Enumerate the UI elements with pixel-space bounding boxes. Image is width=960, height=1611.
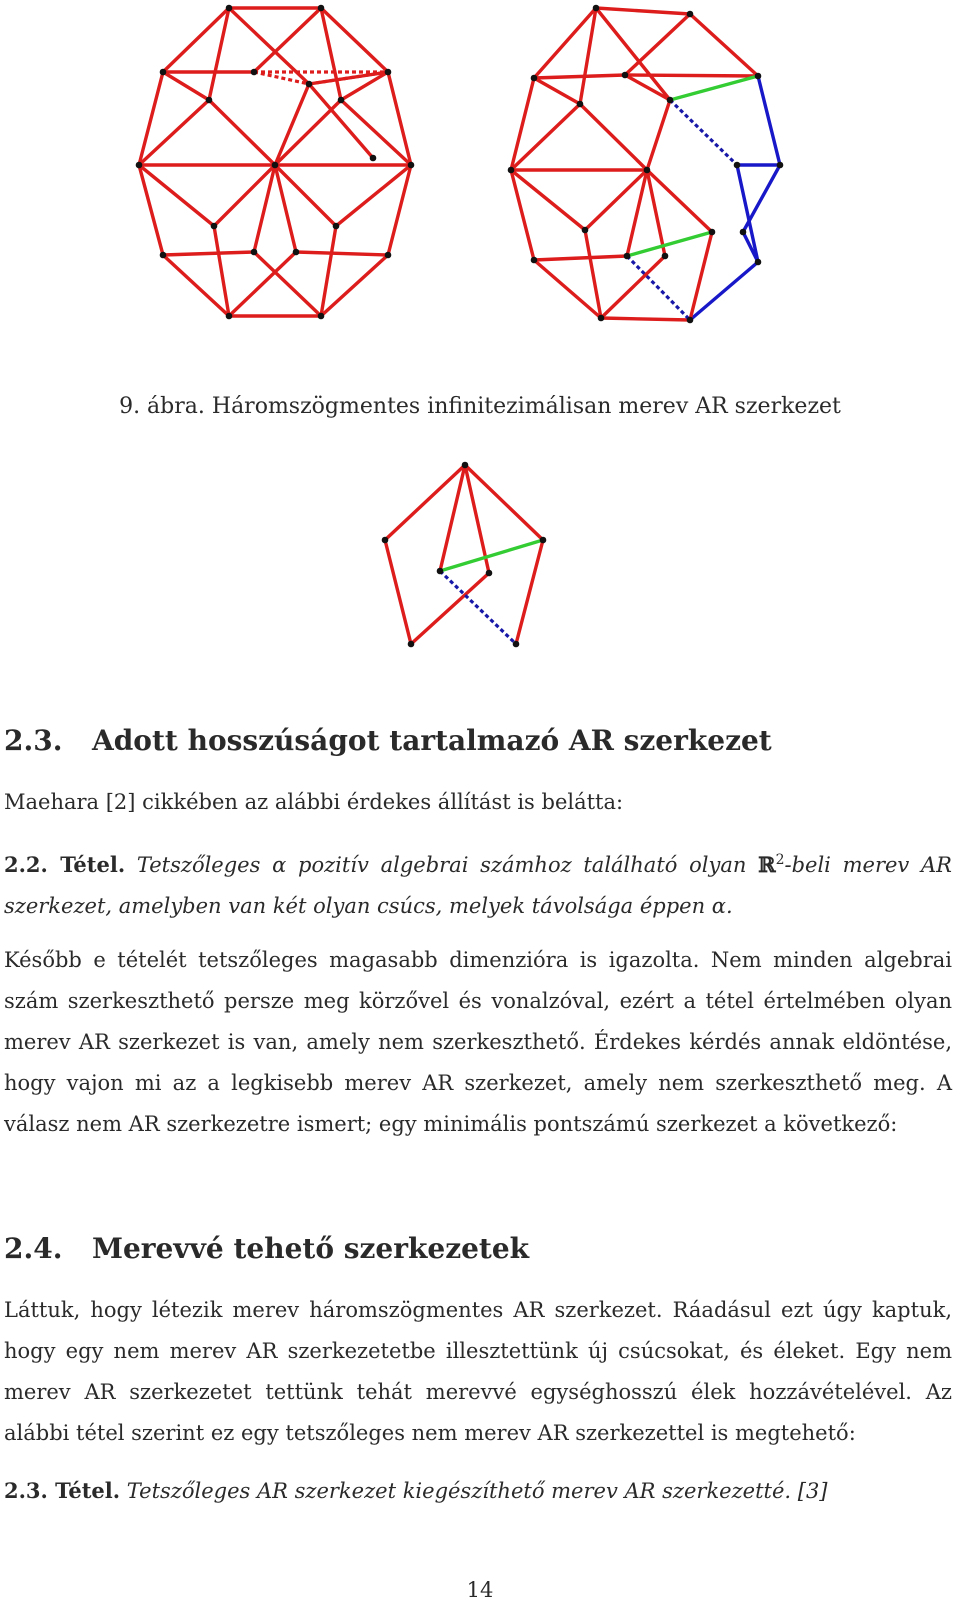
section-title: Merevvé tehető szerkezetek bbox=[92, 1232, 530, 1265]
section-heading-2-3 bbox=[4, 724, 772, 757]
structure-left-figure bbox=[130, 0, 420, 330]
figure-caption: 9. ábra. Háromszögmentes infinitezimálisan merev AR szerkezet bbox=[119, 394, 841, 419]
section-heading-2-4 bbox=[4, 1232, 529, 1265]
theorem-text-a: Tetszőleges α pozitív algebrai számhoz található olyan bbox=[136, 853, 747, 877]
body-text-2-3: Később e tételét tetszőleges magasabb dimenzióra is igazolta. Nem minden algebrai szám szerkeszthető persze meg körzővel és vonalzóval, ezért a tétel értelmében olyan merev AR szerkezet is van, amely nem szerkeszthető. Érdekes kérdés annak eldöntése, hogy vajon mi az a legkisebb merev AR szerkezet, amely nem szerkeszthető meg. A válasz nem AR szerkezetre ismert; egy minimális pontszámú szerkezet a következő: bbox=[4, 948, 952, 1136]
body-paragraph-2-4 bbox=[4, 1290, 952, 1454]
body-text-2-4: Láttuk, hogy létezik merev háromszögmentes AR szerkezet. Ráadásul ezt úgy kaptuk, hogy egy nem merev AR szerkezetetbe illesztettünk új csúcsokat, és éleket. Egy nem merev AR szerkezetet tettünk tehát merevvé egységhosszú élek hozzávételével. Az alábbi tétel szerint ez egy tetszőleges nem merev AR szerkezettel is megtehető: bbox=[4, 1298, 952, 1445]
section-title: Adott hosszúságot tartalmazó AR szerkezet bbox=[92, 724, 772, 757]
pentagon-figure bbox=[370, 450, 570, 660]
reals-symbol: ℝ bbox=[758, 852, 776, 877]
theorem-2-3 bbox=[4, 1470, 952, 1512]
theorem-2-2 bbox=[4, 840, 952, 927]
section-number: 2.3. bbox=[4, 724, 63, 757]
theorem-label: 2.3. Tétel. bbox=[4, 1478, 121, 1503]
intro-paragraph bbox=[4, 782, 952, 823]
body-paragraph-2-3 bbox=[4, 940, 952, 1145]
page-number: 14 bbox=[466, 1578, 494, 1602]
theorem-text: Tetszőleges AR szerkezet kiegészíthető merev AR szerkezetté. [3] bbox=[126, 1479, 828, 1503]
theorem-label: 2.2. Tétel. bbox=[4, 852, 126, 877]
structure-right-figure bbox=[505, 0, 795, 330]
intro-text: Maehara [2] cikkében az alábbi érdekes állítást is belátta: bbox=[4, 790, 624, 814]
theorem-text-b: -beli merev AR szerkezet, amelyben van két olyan csúcs, melyek távolsága éppen α. bbox=[4, 853, 952, 918]
section-number: 2.4. bbox=[4, 1232, 63, 1265]
dimension-exponent: 2 bbox=[775, 852, 785, 868]
